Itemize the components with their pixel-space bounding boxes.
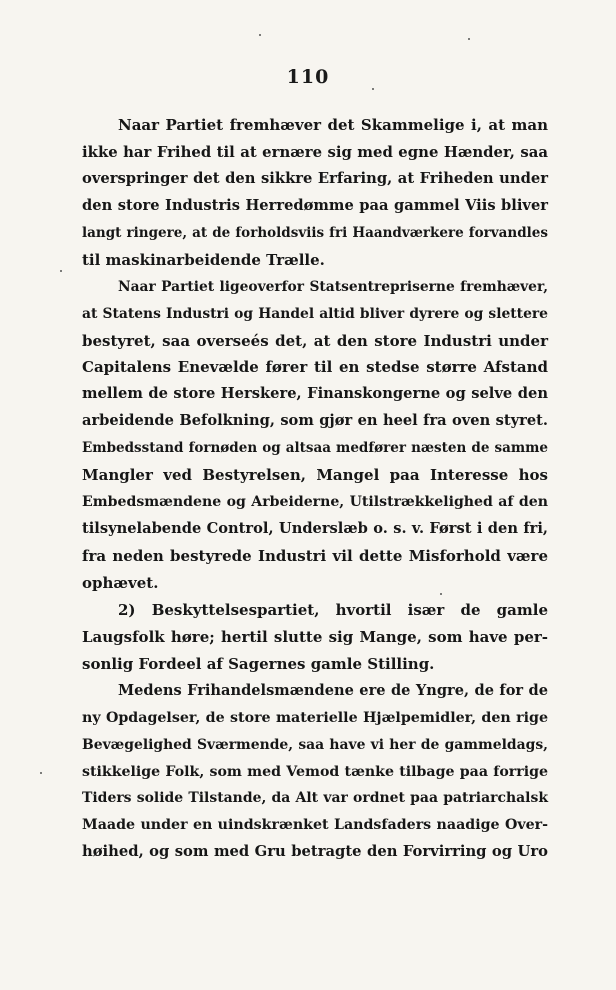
scan-speck bbox=[60, 270, 62, 272]
text-line: Naar Partiet ligeoverfor Statsentrepriserne fremhæver, bbox=[118, 278, 548, 295]
text-line: den store Industris Herredømme paa gammel Viis bliver bbox=[82, 196, 548, 214]
text-line: 2) Beskyttelsespartiet, hvortil især de gamle bbox=[118, 600, 548, 619]
text-line: Mangler ved Bestyrelsen, Mangel paa Interesse hos bbox=[82, 466, 548, 485]
text-line: Naar Partiet fremhæver det Skammelige i, at man bbox=[118, 116, 548, 134]
text-line: at Statens Industri og Handel altid bliver dyrere og slettere bbox=[82, 305, 548, 322]
text-line: ny Opdagelser, de store materielle Hjælpemidler, den rige bbox=[82, 709, 548, 726]
text-line: overspringer det den sikkre Erfaring, at Friheden under bbox=[82, 169, 548, 187]
body-text bbox=[82, 112, 548, 866]
text-line: ophævet. bbox=[82, 573, 159, 592]
page-number: 110 bbox=[286, 66, 330, 88]
text-line: Maade under en uindskrænket Landsfaders naadige Over- bbox=[82, 817, 548, 834]
text-line: Embedsmændene og Arbeiderne, Utilstrækkelighed af den bbox=[82, 494, 548, 511]
text-line: ikke har Frihed til at ernære sig med egne Hænder, saa bbox=[82, 142, 548, 161]
text-line: sonlig Fordeel af Sagernes gamle Stilling. bbox=[82, 654, 435, 673]
text-line: langt ringere, at de forholdsviis fri Haandværkere forvandles bbox=[82, 224, 548, 241]
text-line: Bevægelighed Sværmende, saa have vi her de gammeldags, bbox=[82, 736, 548, 753]
text-line: høihed, og som med Gru betragte den Forvirring og Uro bbox=[82, 843, 548, 861]
text-line: fra neden bestyrede Industri vil dette Misforhold være bbox=[82, 547, 548, 565]
text-line: Embedsstand fornøden og altsaa medfører næsten de samme bbox=[82, 440, 548, 457]
text-line: Tiders solide Tilstande, da Alt var ordnet paa patriarchalsk bbox=[82, 790, 548, 807]
scan-speck bbox=[372, 88, 374, 90]
text-line: Laugsfolk høre; hertil slutte sig Mange, som have per- bbox=[82, 627, 548, 646]
scan-speck bbox=[259, 34, 261, 36]
scan-speck bbox=[40, 772, 42, 774]
scan-speck bbox=[440, 593, 442, 595]
text-line: tilsynelabende Control, Underslæb o. s. v. Først i den fri, bbox=[82, 520, 548, 538]
text-line: mellem de store Herskere, Finanskongerne og selve den bbox=[82, 385, 548, 403]
text-line: til maskinarbeidende Trælle. bbox=[82, 250, 325, 269]
text-line: Medens Frihandelsmændene ere de Yngre, de for de bbox=[118, 681, 548, 699]
text-line: bestyret, saa overseés det, at den store Industri under bbox=[82, 331, 548, 350]
text-line: stikkelige Folk, som med Vemod tænke tilbage paa forrige bbox=[82, 763, 548, 780]
text-line: Capitalens Enevælde fører til en stedse større Afstand bbox=[82, 358, 548, 377]
text-line: arbeidende Befolkning, som gjør en heel fra oven styret. bbox=[82, 412, 548, 430]
scan-speck bbox=[468, 38, 470, 40]
